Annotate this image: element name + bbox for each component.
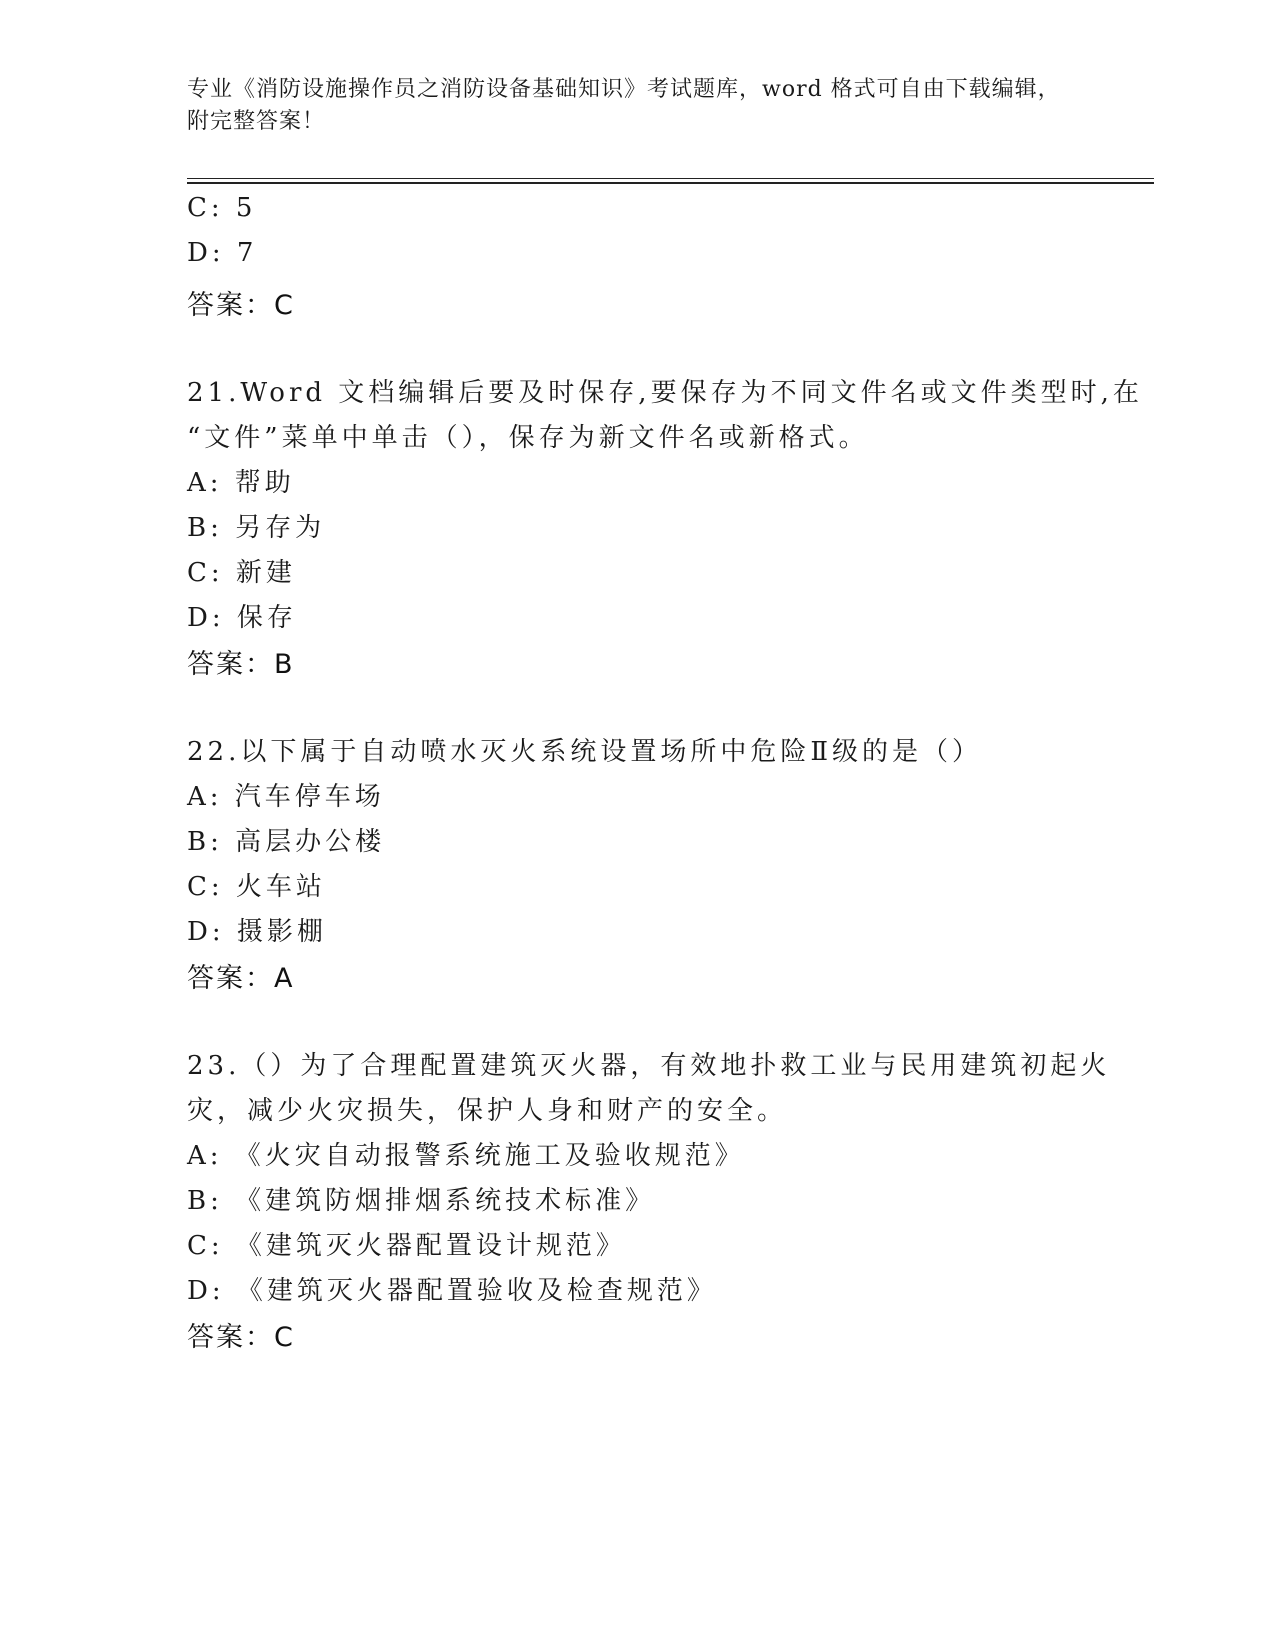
- question-stem: 23.（）为了合理配置建筑灭火器，有效地扑救工业与民用建筑初起火: [187, 1051, 1111, 1081]
- option-c: C: 火车站: [187, 872, 326, 902]
- option-a: A: 《火灾自动报警系统施工及验收规范》: [187, 1141, 745, 1171]
- answer: 答案：C: [187, 1322, 295, 1353]
- answer: 答案：B: [187, 649, 295, 680]
- option-c: C: 新建: [187, 558, 296, 588]
- option-d: D: 保存: [187, 603, 297, 633]
- option-d: D: 摄影棚: [187, 917, 327, 947]
- answer: 答案：C: [187, 290, 295, 321]
- option-b: B: 《建筑防烟排烟系统技术标准》: [187, 1186, 656, 1216]
- option-c: C: 5: [187, 193, 257, 223]
- option-a: A: 帮助: [187, 468, 295, 498]
- option-d: D: 7: [187, 238, 258, 268]
- header-rule-thin: [187, 178, 1154, 179]
- question-stem: 22.以下属于自动喷水灭火系统设置场所中危险Ⅱ级的是（）: [187, 737, 983, 767]
- question-stem: 21.Word 文档编辑后要及时保存,要保存为不同文件名或文件类型时,在: [187, 378, 1143, 408]
- page-header: 专业《消防设施操作员之消防设备基础知识》考试题库，word 格式可自由下载编辑，附完整答案！: [187, 77, 1061, 134]
- option-a: A: 汽车停车场: [187, 782, 385, 812]
- question-stem: 灾，减少火灾损失，保护人身和财产的安全。: [187, 1096, 788, 1126]
- option-b: B: 高层办公楼: [187, 827, 386, 857]
- header-rule-thick: [187, 182, 1154, 184]
- answer: 答案：A: [187, 963, 295, 994]
- option-d: D: 《建筑灭火器配置验收及检查规范》: [187, 1276, 717, 1306]
- question-stem: “文件”菜单中单击（），保存为新文件名或新格式。: [187, 423, 869, 453]
- option-c: C: 《建筑灭火器配置设计规范》: [187, 1231, 626, 1261]
- option-b: B: 另存为: [187, 513, 326, 543]
